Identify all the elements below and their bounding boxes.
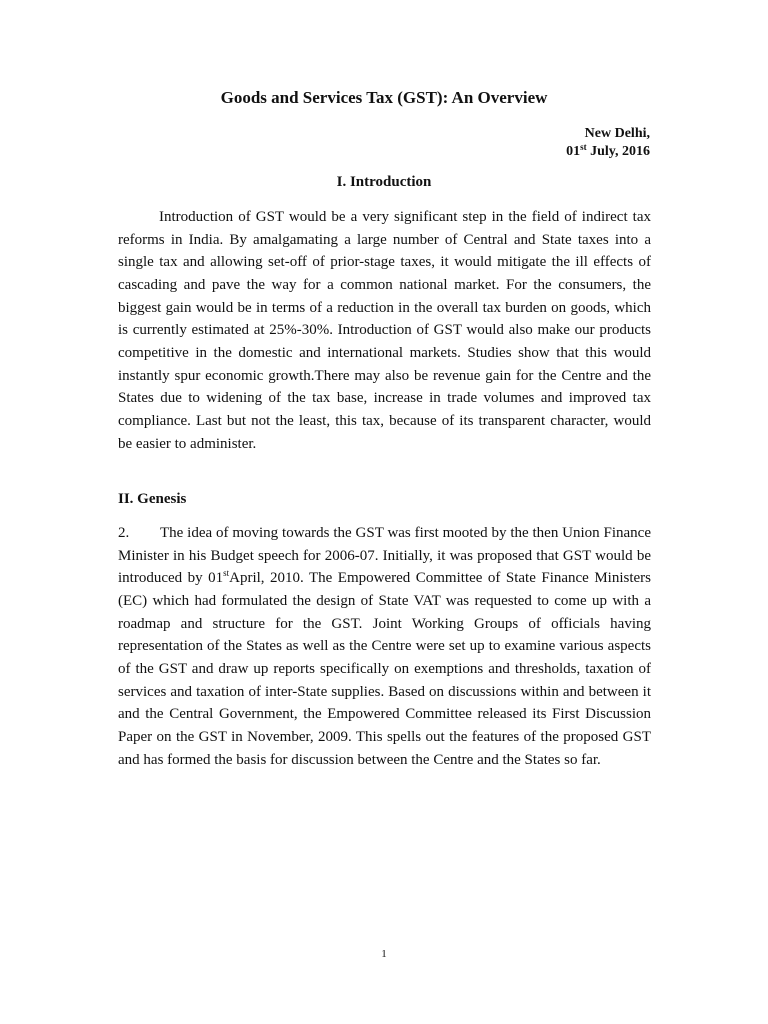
place-date-block: [566, 125, 650, 161]
document-title: Goods and Services Tax (GST): An Overview: [220, 88, 548, 107]
section-heading-genesis: II. Genesis: [118, 491, 187, 507]
date-day: 01: [566, 144, 581, 159]
genesis-text-part1: The idea of moving towards the GST was first mooted by the then Union Finance Minister in his Budget speech for 2006-07. Initially, it was proposed that GST would be introduced by 01: [118, 525, 651, 587]
date-suffix: st: [580, 142, 587, 152]
genesis-text-part2: April, 2010. The Empowered Committee of State Finance Ministers (EC) which had formulated the design of State VAT was requested to come up with a roadmap and structure for the GST. Joint Working Groups of officials having representation of the States as well as the Centre were set up to examine various aspects of the GST and draw up reports specifically on exemptions and thresholds, taxation of services and taxation of inter-State supplies. Based on discussions within and between it and the Central Government, the Empowered Committee released its First Discussion Paper on the GST in November, 2009. This spells out the features of the proposed GST and has formed the basis for discussion between the Centre and the States so far.: [118, 570, 651, 768]
paragraph-number: 2.: [118, 525, 130, 541]
genesis-paragraph: [118, 522, 651, 771]
section-heading-introduction: I. Introduction: [336, 174, 432, 190]
date-rest: July, 2016: [586, 144, 650, 159]
introduction-paragraph: Introduction of GST would be a very significant step in the field of indirect tax reforms in India. By amalgamating a large number of Central and State taxes into a single tax and allowing set-off of prior-stage taxes, it would mitigate the ill effects of cascading and pave the way for a common national market. For the consumers, the biggest gain would be in terms of a reduction in the overall tax burden on goods, which is currently estimated at 25%-30%. Introduction of GST would also make our products competitive in the domestic and international markets. Studies show that this would instantly spur economic growth.There may also be revenue gain for the Centre and the States due to widening of the tax base, increase in trade volumes and improved tax compliance. Last but not the least, this tax, because of its transparent character, would be easier to administer.: [118, 209, 651, 452]
genesis-superscript: st: [223, 568, 230, 579]
place-line: New Delhi,: [584, 126, 650, 141]
date-line: [566, 143, 650, 161]
page-number: 1: [381, 948, 387, 960]
